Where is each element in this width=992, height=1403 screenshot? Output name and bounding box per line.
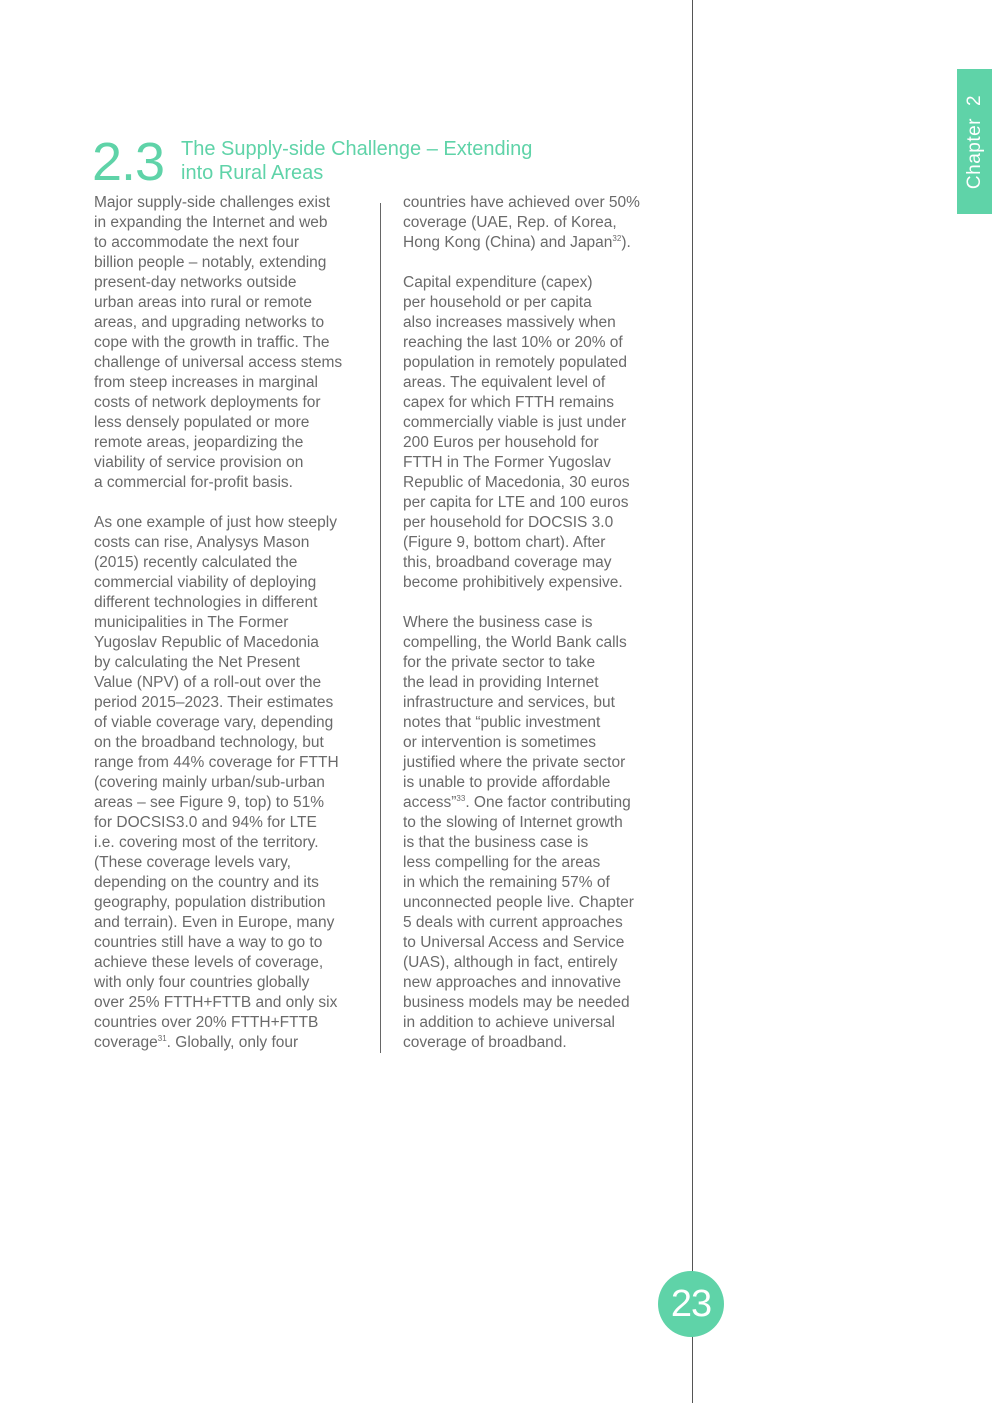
text-line: Capital expenditure (capex) xyxy=(403,274,593,291)
text-line: become prohibitively expensive. xyxy=(403,574,623,591)
text-line: less compelling for the areas xyxy=(403,854,601,871)
text-line: achieve these levels of coverage, xyxy=(94,954,324,971)
text-line: As one example of just how steeply xyxy=(94,514,337,531)
paragraph xyxy=(94,193,364,493)
text-line: countries over 20% FTTH+FTTB xyxy=(94,1014,319,1031)
page-number-badge: 23 xyxy=(658,1271,724,1337)
text-line: compelling, the World Bank calls xyxy=(403,634,627,651)
text-line: municipalities in The Former xyxy=(94,614,289,631)
text-line: on the broadband technology, but xyxy=(94,734,324,751)
text-line: Major supply-side challenges exist xyxy=(94,194,331,211)
text-line: notes that “public investment xyxy=(403,714,601,731)
text-line: per household or per capita xyxy=(403,294,592,311)
text-line: cope with the growth in traffic. The xyxy=(94,334,330,351)
text-line: Republic of Macedonia, 30 euros xyxy=(403,474,630,491)
text-line: in which the remaining 57% of xyxy=(403,874,610,891)
text-line: infrastructure and services, but xyxy=(403,694,615,711)
text-line: areas, and upgrading networks to xyxy=(94,314,325,331)
text-line: with only four countries globally xyxy=(94,974,310,991)
text-fragment: ). xyxy=(621,234,631,251)
text-line: areas. The equivalent level of xyxy=(403,374,606,391)
section-title-line: The Supply-side Challenge – Extending xyxy=(181,138,533,160)
text-line: in expanding the Internet and web xyxy=(94,214,328,231)
text-line: geography, population distribution xyxy=(94,894,326,911)
text-line: coverage (UAE, Rep. of Korea, xyxy=(403,214,617,231)
text-line: reaching the last 10% or 20% of xyxy=(403,334,623,351)
chapter-tab[interactable] xyxy=(957,69,992,214)
text-line: period 2015–2023. Their estimates xyxy=(94,694,334,711)
text-fragment: access” xyxy=(403,794,457,811)
text-line: (covering mainly urban/sub-urban xyxy=(94,774,325,791)
text-line: in addition to achieve universal xyxy=(403,1014,615,1031)
text-line: present-day networks outside xyxy=(94,274,297,291)
text-line: over 25% FTTH+FTTB and only six xyxy=(94,994,338,1011)
text-line: to accommodate the next four xyxy=(94,234,300,251)
text-line: (UAS), although in fact, entirely xyxy=(403,954,618,971)
text-line: less densely populated or more xyxy=(94,414,310,431)
text-line: population in remotely populated xyxy=(403,354,628,371)
section-title xyxy=(181,137,601,185)
text-line-with-footnote xyxy=(403,793,665,813)
text-line: i.e. covering most of the territory. xyxy=(94,834,319,851)
text-line: is unable to provide affordable xyxy=(403,774,611,791)
text-line: Value (NPV) of a roll-out over the xyxy=(94,674,322,691)
text-line: by calculating the Net Present xyxy=(94,654,300,671)
text-fragment: Hong Kong (China) and Japan xyxy=(403,234,613,251)
text-line: challenge of universal access stems xyxy=(94,354,343,371)
right-text-column xyxy=(403,193,665,1053)
text-line: different technologies in different xyxy=(94,594,318,611)
text-line-with-footnote xyxy=(94,1033,364,1053)
footnote-marker[interactable]: 33 xyxy=(456,794,466,803)
paragraph xyxy=(403,273,665,593)
text-line: new approaches and innovative xyxy=(403,974,622,991)
text-line: or intervention is sometimes xyxy=(403,734,596,751)
left-text-column xyxy=(94,193,364,1053)
paragraph xyxy=(94,513,364,1053)
chapter-tab-label xyxy=(964,94,986,188)
text-line: (These coverage levels vary, xyxy=(94,854,291,871)
text-line: is that the business case is xyxy=(403,834,589,851)
chapter-tab-word: Chapter xyxy=(963,117,985,189)
text-line: countries have achieved over 50% xyxy=(403,194,640,211)
text-line: also increases massively when xyxy=(403,314,616,331)
text-line: FTTH in The Former Yugoslav xyxy=(403,454,611,471)
text-line: a commercial for-profit basis. xyxy=(94,474,293,491)
text-line: and terrain). Even in Europe, many xyxy=(94,914,335,931)
text-line: (Figure 9, bottom chart). After xyxy=(403,534,606,551)
text-line: to the slowing of Internet growth xyxy=(403,814,623,831)
text-line: costs of network deployments for xyxy=(94,394,321,411)
text-line: of viable coverage vary, depending xyxy=(94,714,334,731)
text-line: 200 Euros per household for xyxy=(403,434,599,451)
text-line: remote areas, jeopardizing the xyxy=(94,434,304,451)
text-line: costs can rise, Analysys Mason xyxy=(94,534,310,551)
column-divider xyxy=(380,203,381,1053)
text-line: range from 44% coverage for FTTH xyxy=(94,754,339,771)
footnote-marker[interactable]: 31 xyxy=(157,1034,167,1043)
text-line: areas – see Figure 9, top) to 51% xyxy=(94,794,325,811)
page-margin-rule xyxy=(692,0,693,1403)
text-line: unconnected people live. Chapter xyxy=(403,894,634,911)
text-line: depending on the country and its xyxy=(94,874,319,891)
text-line: justified where the private sector xyxy=(403,754,626,771)
footnote-marker[interactable]: 32 xyxy=(612,234,622,243)
text-line: viability of service provision on xyxy=(94,454,304,471)
text-line: Where the business case is xyxy=(403,614,593,631)
text-line: business models may be needed xyxy=(403,994,630,1011)
paragraph xyxy=(403,193,665,253)
text-line: per household for DOCSIS 3.0 xyxy=(403,514,614,531)
text-line: Yugoslav Republic of Macedonia xyxy=(94,634,319,651)
text-line: (2015) recently calculated the xyxy=(94,554,298,571)
text-line-with-footnote xyxy=(403,233,665,253)
text-line: to Universal Access and Service xyxy=(403,934,625,951)
paragraph xyxy=(403,613,665,1053)
text-line: countries still have a way to go to xyxy=(94,934,323,951)
text-line: per capita for LTE and 100 euros xyxy=(403,494,629,511)
text-line: capex for which FTTH remains xyxy=(403,394,615,411)
text-line: urban areas into rural or remote xyxy=(94,294,312,311)
text-line: this, broadband coverage may xyxy=(403,554,612,571)
text-line: billion people – notably, extending xyxy=(94,254,327,271)
chapter-tab-number: 2 xyxy=(963,94,985,106)
text-line: coverage of broadband. xyxy=(403,1034,567,1051)
text-line: for the private sector to take xyxy=(403,654,596,671)
section-title-line: into Rural Areas xyxy=(181,162,324,184)
section-number: 2.3 xyxy=(92,132,165,192)
text-fragment: coverage xyxy=(94,1034,158,1051)
text-line: commercial viability of deploying xyxy=(94,574,317,591)
text-line: commercially viable is just under xyxy=(403,414,627,431)
text-line: 5 deals with current approaches xyxy=(403,914,623,931)
text-line: from steep increases in marginal xyxy=(94,374,318,391)
text-fragment: . One factor contributing xyxy=(465,794,631,811)
text-line: for DOCSIS3.0 and 94% for LTE xyxy=(94,814,317,831)
text-line: the lead in providing Internet xyxy=(403,674,599,691)
text-fragment: . Globally, only four xyxy=(166,1034,299,1051)
